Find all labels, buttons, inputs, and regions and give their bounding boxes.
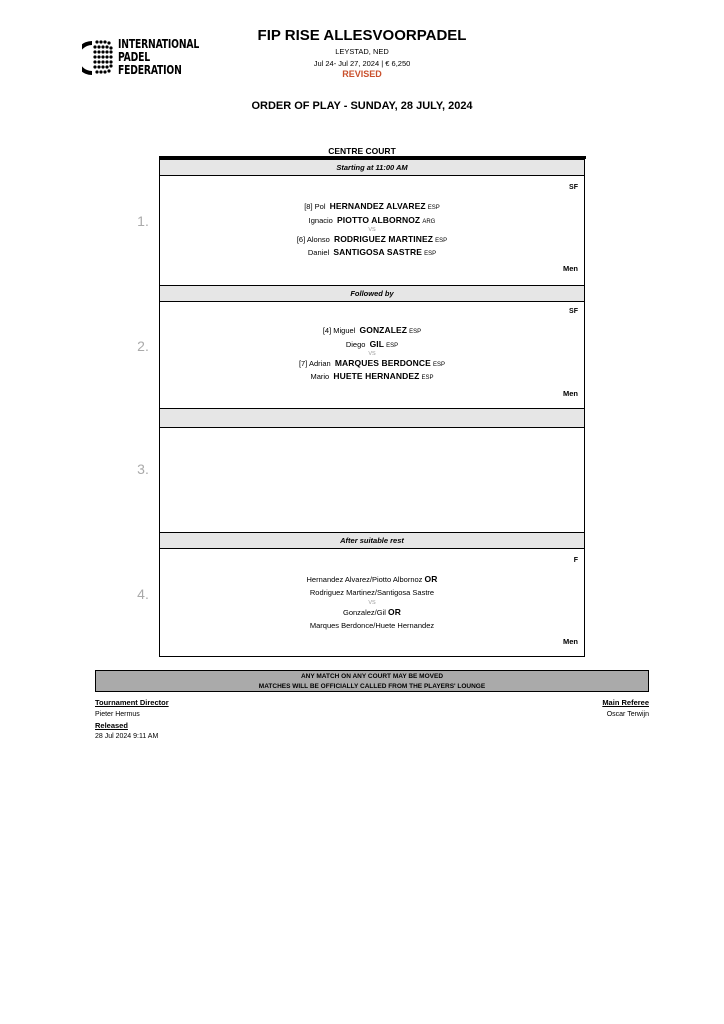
slot-1-team1-player2: Ignacio PIOTTO ALBORNOZ ARG [308, 215, 436, 225]
slot-1-team2-player2: Daniel SANTIGOSA SASTRE ESP [307, 247, 437, 257]
court-schedule-table [159, 156, 585, 657]
slot-1-vs: VS [368, 227, 376, 233]
slot-4-line-1: Hernandez Alvarez/Piotto Albornoz OR [306, 574, 438, 584]
slot-2-team1-player2: Diego GIL ESP [345, 339, 399, 349]
slot-1-band: Starting at 11:00 AM [160, 159, 584, 176]
referee-label: Main Referee [602, 698, 649, 707]
released-value: 28 Jul 2024 9:11 AM [95, 733, 159, 740]
slot-4-line-4: Marques Berdonce/Huete Hernandez [309, 621, 435, 630]
slot-2-vs: VS [368, 351, 376, 357]
tournament-title: FIP RISE ALLESVOORPADEL [257, 27, 467, 44]
director-label: Tournament Director [95, 698, 169, 707]
notice-bar [95, 670, 649, 692]
slot-4-round: F [573, 557, 578, 564]
logo-wordmark: INTERNATIONAL PADEL FEDERATION [118, 36, 200, 77]
slot-2-team2-player1: [7] Adrian MARQUES BERDONCE ESP [298, 358, 446, 368]
referee-name: Oscar Terwijn [606, 711, 649, 718]
slot-4-category: Men [563, 637, 578, 646]
slot-1-category: Men [563, 264, 578, 273]
slot-number-1: 1. [137, 213, 149, 229]
slot-1-team2-player1: [6] Alonso RODRIGUEZ MARTINEZ ESP [296, 234, 448, 244]
revised-status: REVISED [342, 69, 382, 79]
slot-2-team1-player1: [4] Miguel GONZALEZ ESP [322, 325, 422, 335]
slot-2-category: Men [563, 389, 578, 398]
slot-4-line-2: Rodriguez Martinez/Santigosa Sastre [309, 588, 435, 597]
released-label: Released [95, 721, 128, 730]
slot-1-team1-player1: [8] Pol HERNANDEZ ALVAREZ ESP [304, 201, 440, 211]
slot-2-round: SF [569, 308, 578, 315]
order-of-play-title: ORDER OF PLAY - SUNDAY, 28 JULY, 2024 [251, 100, 473, 112]
notice-line-1: ANY MATCH ON ANY COURT MAY BE MOVED [300, 673, 444, 680]
court-name: CENTRE COURT [328, 146, 396, 156]
slot-4-line-3: Gonzalez/Gil OR [343, 607, 401, 617]
slot-number-2: 2. [137, 338, 149, 354]
notice-line-2: MATCHES WILL BE OFFICIALLY CALLED FROM THE PLAYERS' LOUNGE [258, 682, 486, 690]
slot-2-team2-player2: Mario HUETE HERNANDEZ ESP [310, 371, 434, 381]
slot-2-band: Followed by [160, 285, 584, 302]
slot-1-round: SF [569, 184, 578, 191]
tournament-dates-prize: Jul 24- Jul 27, 2024 | € 6,250 [313, 59, 411, 68]
slot-4-vs: VS [368, 600, 376, 606]
slot-3-band [160, 408, 584, 428]
slot-number-4: 4. [137, 586, 149, 602]
slot-number-3: 3. [137, 461, 149, 477]
tournament-location: LEYSTAD, NED [335, 47, 389, 56]
slot-4-band: After suitable rest [160, 532, 584, 549]
director-name: Pieter Hermus [95, 711, 140, 718]
